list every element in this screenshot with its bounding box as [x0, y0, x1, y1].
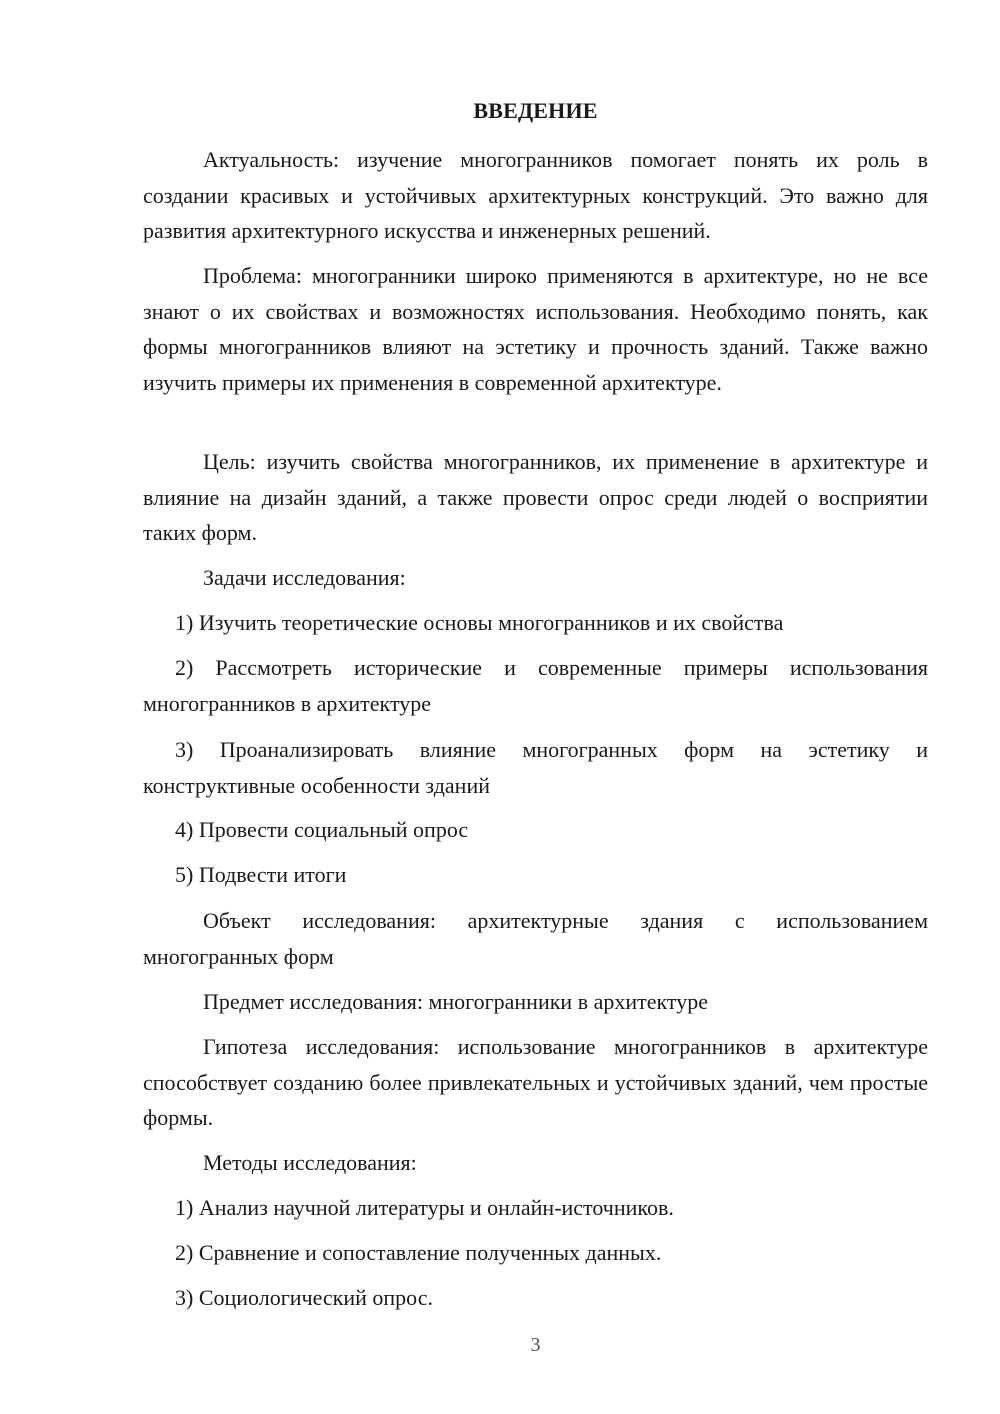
task-item: 4) Провести социальный опрос [175, 817, 469, 842]
task-item: 5) Подвести итоги [175, 862, 347, 887]
method-item: 1) Анализ научной литературы и онлайн-источников. [175, 1195, 674, 1220]
method-item: 3) Социологический опрос. [175, 1285, 433, 1310]
section-heading: ВВЕДЕНИЕ [473, 98, 598, 123]
hypothesis-paragraph: Гипотеза исследования: использование многогранников в архитектуре способствует созданию более привлекательных и устойчивых зданий, чем простые формы. [143, 1034, 928, 1130]
document-page [143, 0, 928, 1414]
page-number: 3 [530, 1334, 541, 1356]
method-item: 2) Сравнение и сопоставление полученных данных. [175, 1240, 662, 1265]
goal-paragraph: Цель: изучить свойства многогранников, их применение в архитектуре и влияние на дизайн зданий, а также провести опрос среди людей о восприятии таких форм. [143, 449, 928, 545]
task-item: 2) Рассмотреть исторические и современные примеры использования многогранников в архитектуре [143, 655, 928, 716]
tasks-heading: Задачи исследования: [203, 565, 406, 590]
subject-paragraph: Предмет исследования: многогранники в архитектуре [203, 989, 708, 1014]
relevance-paragraph: Актуальность: изучение многогранников помогает понять их роль в создании красивых и устойчивых архитектурных конструкций. Это важно для развития архитектурного искусства и инженерных решений. [143, 147, 928, 243]
methods-heading: Методы исследования: [203, 1150, 417, 1175]
object-paragraph: Объект исследования: архитектурные здания с использованием многогранных форм [143, 908, 928, 969]
problem-paragraph: Проблема: многогранники широко применяются в архитектуре, но не все знают о их свойствах и возможностях использования. Необходимо понять, как формы многогранников влияют на эстетику и прочность зданий. Также важно изучить примеры их применения в современной архитектуре. [143, 263, 928, 395]
task-item: 3) Проанализировать влияние многогранных форм на эстетику и конструктивные особенности зданий [143, 737, 928, 798]
task-item: 1) Изучить теоретические основы многогранников и их свойства [175, 610, 784, 635]
